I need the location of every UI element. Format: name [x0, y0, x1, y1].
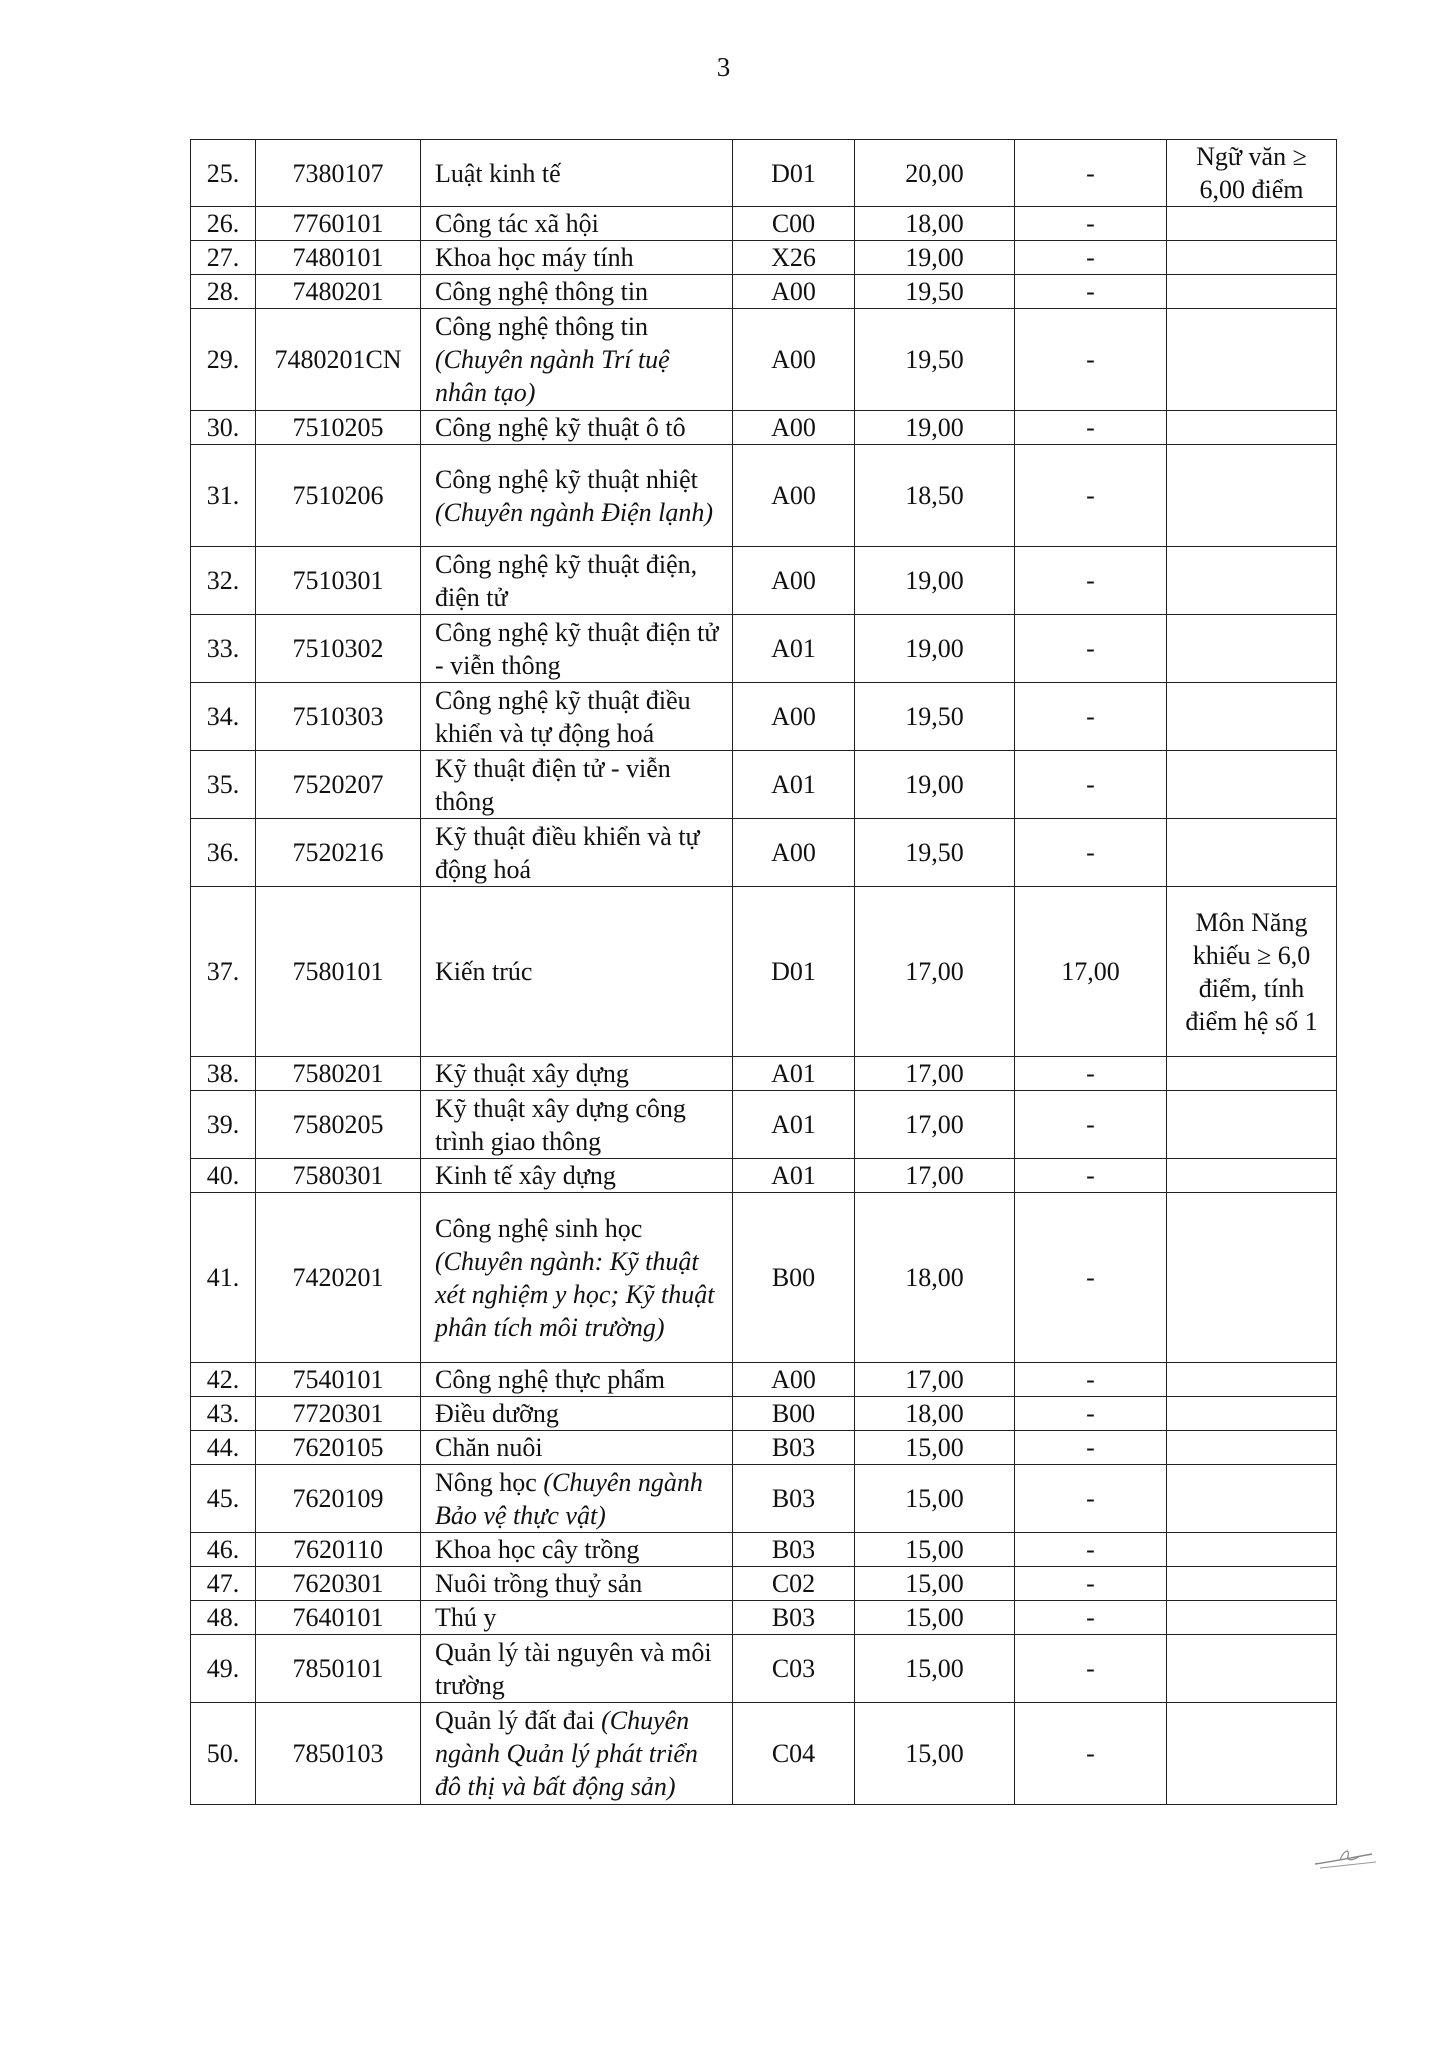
admission-score: 15,00	[855, 1533, 1015, 1567]
secondary-score: -	[1015, 1601, 1167, 1635]
major-name-text: Điều dưỡng	[435, 1399, 559, 1428]
row-number: 48.	[191, 1601, 256, 1635]
major-name-text: Kiến trúc	[435, 957, 533, 986]
table-row	[191, 1431, 1337, 1465]
secondary-score: -	[1015, 207, 1167, 241]
secondary-score: -	[1015, 445, 1167, 547]
major-name-text: Khoa học máy tính	[435, 243, 634, 272]
admission-score: 18,00	[855, 207, 1015, 241]
note	[1167, 1533, 1337, 1567]
major-name-text: Công nghệ thực phẩm	[435, 1365, 666, 1394]
subject-combination: B03	[733, 1533, 855, 1567]
table-row	[191, 1635, 1337, 1703]
specialization-note: (Chuyên ngành Điện lạnh)	[435, 497, 714, 527]
major-name-text: Chăn nuôi	[435, 1433, 543, 1462]
row-number: 28.	[191, 275, 256, 309]
major-name	[421, 1465, 733, 1533]
row-number: 44.	[191, 1431, 256, 1465]
subject-combination: B03	[733, 1431, 855, 1465]
subject-combination: A00	[733, 411, 855, 445]
row-number: 41.	[191, 1193, 256, 1363]
major-name	[421, 1363, 733, 1397]
specialization-note: (Chuyên ngành Bảo vệ thực vật)	[435, 1467, 703, 1530]
major-code: 7420201	[256, 1193, 421, 1363]
secondary-score: -	[1015, 1363, 1167, 1397]
major-name-text: Kỹ thuật điều khiển và tự động hoá	[435, 821, 700, 884]
row-number: 35.	[191, 751, 256, 819]
admission-score: 19,00	[855, 411, 1015, 445]
secondary-score: -	[1015, 1159, 1167, 1193]
row-number: 39.	[191, 1091, 256, 1159]
admission-score: 15,00	[855, 1465, 1015, 1533]
table-row	[191, 1057, 1337, 1091]
table-row	[191, 1363, 1337, 1397]
admission-score: 19,00	[855, 615, 1015, 683]
note	[1167, 445, 1337, 547]
major-code: 7640101	[256, 1601, 421, 1635]
major-name-text: Nuôi trồng thuỷ sản	[435, 1569, 643, 1598]
major-name-text: Công tác xã hội	[435, 209, 599, 238]
admission-score: 18,00	[855, 1193, 1015, 1363]
note	[1167, 1057, 1337, 1091]
admission-score: 19,00	[855, 241, 1015, 275]
table-row	[191, 207, 1337, 241]
secondary-score: -	[1015, 275, 1167, 309]
major-code: 7620110	[256, 1533, 421, 1567]
note	[1167, 207, 1337, 241]
table-row	[191, 1567, 1337, 1601]
major-code: 7510205	[256, 411, 421, 445]
subject-combination: C00	[733, 207, 855, 241]
row-number: 42.	[191, 1363, 256, 1397]
major-code: 7510303	[256, 683, 421, 751]
row-number: 43.	[191, 1397, 256, 1431]
subject-combination: A00	[733, 683, 855, 751]
note	[1167, 819, 1337, 887]
major-code: 7760101	[256, 207, 421, 241]
major-name	[421, 1091, 733, 1159]
table-row	[191, 445, 1337, 547]
row-number: 47.	[191, 1567, 256, 1601]
subject-combination: C03	[733, 1635, 855, 1703]
secondary-score: -	[1015, 1533, 1167, 1567]
subject-combination: A00	[733, 819, 855, 887]
page-number: 3	[716, 52, 731, 82]
note	[1167, 1397, 1337, 1431]
major-code: 7540101	[256, 1363, 421, 1397]
secondary-score: -	[1015, 140, 1167, 207]
secondary-score: -	[1015, 1635, 1167, 1703]
major-name	[421, 411, 733, 445]
note: Ngữ văn ≥ 6,00 điểm	[1167, 140, 1337, 207]
admission-score: 20,00	[855, 140, 1015, 207]
row-number: 30.	[191, 411, 256, 445]
secondary-score: -	[1015, 547, 1167, 615]
admission-score: 17,00	[855, 1057, 1015, 1091]
admission-score: 15,00	[855, 1567, 1015, 1601]
secondary-score: -	[1015, 1465, 1167, 1533]
secondary-score: -	[1015, 411, 1167, 445]
secondary-score: -	[1015, 751, 1167, 819]
secondary-score: -	[1015, 1057, 1167, 1091]
note	[1167, 1567, 1337, 1601]
table-row	[191, 1091, 1337, 1159]
major-code: 7520216	[256, 819, 421, 887]
note	[1167, 275, 1337, 309]
table-row	[191, 1193, 1337, 1363]
major-name-text: Công nghệ kỹ thuật điều khiển và tự động hoá	[435, 685, 691, 748]
major-name	[421, 309, 733, 411]
row-number: 46.	[191, 1533, 256, 1567]
secondary-score: -	[1015, 1567, 1167, 1601]
major-name-text: Công nghệ thông tin	[435, 312, 649, 341]
subject-combination: A01	[733, 615, 855, 683]
secondary-score: -	[1015, 819, 1167, 887]
major-name-text: Quản lý đất đai	[435, 1706, 595, 1735]
subject-combination: A00	[733, 309, 855, 411]
table-row	[191, 241, 1337, 275]
major-name	[421, 1057, 733, 1091]
note	[1167, 547, 1337, 615]
note	[1167, 683, 1337, 751]
major-name-text: Công nghệ kỹ thuật điện, điện tử	[435, 549, 698, 612]
note	[1167, 1193, 1337, 1363]
subject-combination: A00	[733, 445, 855, 547]
major-code: 7580205	[256, 1091, 421, 1159]
secondary-score: -	[1015, 615, 1167, 683]
secondary-score: -	[1015, 1397, 1167, 1431]
secondary-score: -	[1015, 1193, 1167, 1363]
row-number: 38.	[191, 1057, 256, 1091]
secondary-score: -	[1015, 309, 1167, 411]
major-code: 7510302	[256, 615, 421, 683]
note: Môn Năng khiếu ≥ 6,0 điểm, tính điểm hệ số 1	[1167, 887, 1337, 1057]
major-code: 7720301	[256, 1397, 421, 1431]
note	[1167, 411, 1337, 445]
row-number: 49.	[191, 1635, 256, 1703]
major-name-text: Công nghệ kỹ thuật nhiệt	[435, 464, 698, 494]
admission-score: 15,00	[855, 1635, 1015, 1703]
row-number: 31.	[191, 445, 256, 547]
specialization-note: (Chuyên ngành Quản lý phát triển đô thị và bất động sản)	[435, 1706, 698, 1801]
major-name	[421, 1431, 733, 1465]
row-number: 26.	[191, 207, 256, 241]
major-name	[421, 819, 733, 887]
admission-score: 19,50	[855, 819, 1015, 887]
subject-combination: A01	[733, 1091, 855, 1159]
major-code: 7620109	[256, 1465, 421, 1533]
row-number: 50.	[191, 1703, 256, 1805]
major-name-text: Công nghệ sinh học	[435, 1213, 643, 1243]
admission-score: 17,00	[855, 887, 1015, 1057]
subject-combination: A01	[733, 751, 855, 819]
table-row	[191, 1465, 1337, 1533]
major-name	[421, 275, 733, 309]
admission-score: 17,00	[855, 1363, 1015, 1397]
row-number: 25.	[191, 140, 256, 207]
row-number: 37.	[191, 887, 256, 1057]
secondary-score: -	[1015, 1703, 1167, 1805]
major-name	[421, 683, 733, 751]
secondary-score: -	[1015, 241, 1167, 275]
table-row	[191, 887, 1337, 1057]
admission-scores-table	[190, 139, 1337, 1805]
specialization-note: (Chuyên ngành: Kỹ thuật xét nghiệm y học; Kỹ thuật phân tích môi trường)	[435, 1246, 715, 1342]
subject-combination: B03	[733, 1465, 855, 1533]
admission-score: 15,00	[855, 1703, 1015, 1805]
specialization-note: (Chuyên ngành Trí tuệ nhân tạo)	[435, 345, 670, 407]
admission-score: 17,00	[855, 1159, 1015, 1193]
table-row	[191, 615, 1337, 683]
note	[1167, 751, 1337, 819]
major-name	[421, 1193, 733, 1363]
major-code: 7510301	[256, 547, 421, 615]
major-code: 7520207	[256, 751, 421, 819]
major-name-text: Kỹ thuật xây dựng công trình giao thông	[435, 1093, 686, 1156]
major-code: 7380107	[256, 140, 421, 207]
row-number: 36.	[191, 819, 256, 887]
admission-score: 15,00	[855, 1601, 1015, 1635]
subject-combination: B00	[733, 1397, 855, 1431]
note	[1167, 1465, 1337, 1533]
major-code: 7480201	[256, 275, 421, 309]
row-number: 27.	[191, 241, 256, 275]
major-name	[421, 751, 733, 819]
table-row	[191, 547, 1337, 615]
row-number: 32.	[191, 547, 256, 615]
major-name-text: Công nghệ kỹ thuật ô tô	[435, 413, 686, 442]
major-name	[421, 887, 733, 1057]
major-name	[421, 140, 733, 207]
admission-score: 17,00	[855, 1091, 1015, 1159]
table-row	[191, 1601, 1337, 1635]
note	[1167, 241, 1337, 275]
admission-score: 18,50	[855, 445, 1015, 547]
subject-combination: A01	[733, 1057, 855, 1091]
secondary-score: 17,00	[1015, 887, 1167, 1057]
major-name	[421, 615, 733, 683]
admission-score: 19,00	[855, 547, 1015, 615]
major-code: 7510206	[256, 445, 421, 547]
major-name	[421, 1601, 733, 1635]
note	[1167, 1703, 1337, 1805]
table-row	[191, 751, 1337, 819]
admission-score: 18,00	[855, 1397, 1015, 1431]
table-row	[191, 275, 1337, 309]
major-name	[421, 547, 733, 615]
table-row	[191, 819, 1337, 887]
major-name-text: Quản lý tài nguyên và môi trường	[435, 1637, 712, 1700]
major-code: 7480201CN	[256, 309, 421, 411]
admission-score: 19,50	[855, 683, 1015, 751]
major-code: 7620301	[256, 1567, 421, 1601]
major-name	[421, 1533, 733, 1567]
subject-combination: B03	[733, 1601, 855, 1635]
row-number: 34.	[191, 683, 256, 751]
major-code: 7480101	[256, 241, 421, 275]
major-name	[421, 207, 733, 241]
secondary-score: -	[1015, 1431, 1167, 1465]
major-name-text: Kỹ thuật điện tử - viễn thông	[435, 753, 671, 816]
major-name-text: Khoa học cây trồng	[435, 1535, 640, 1564]
subject-combination: C02	[733, 1567, 855, 1601]
admission-score: 19,50	[855, 275, 1015, 309]
subject-combination: A00	[733, 1363, 855, 1397]
table-row	[191, 309, 1337, 411]
secondary-score: -	[1015, 1091, 1167, 1159]
secondary-score: -	[1015, 683, 1167, 751]
subject-combination: A01	[733, 1159, 855, 1193]
admission-score: 15,00	[855, 1431, 1015, 1465]
major-code: 7850101	[256, 1635, 421, 1703]
major-code: 7580201	[256, 1057, 421, 1091]
note	[1167, 1635, 1337, 1703]
note	[1167, 615, 1337, 683]
major-name-text: Luật kinh tế	[435, 158, 561, 188]
major-name	[421, 241, 733, 275]
row-number: 29.	[191, 309, 256, 411]
major-name-text: Thú y	[435, 1603, 497, 1632]
major-name-text: Kinh tế xây dựng	[435, 1161, 616, 1190]
note	[1167, 1159, 1337, 1193]
note	[1167, 1363, 1337, 1397]
major-name	[421, 1703, 733, 1805]
subject-combination: C04	[733, 1703, 855, 1805]
major-name	[421, 1397, 733, 1431]
major-code: 7580101	[256, 887, 421, 1057]
table-row	[191, 683, 1337, 751]
major-code: 7620105	[256, 1431, 421, 1465]
major-name-text: Công nghệ kỹ thuật điện tử - viễn thông	[435, 617, 719, 680]
table-row	[191, 140, 1337, 207]
subject-combination: X26	[733, 241, 855, 275]
major-name-text: Kỹ thuật xây dựng	[435, 1059, 629, 1088]
subject-combination: A00	[733, 275, 855, 309]
major-name	[421, 1635, 733, 1703]
admission-score: 19,50	[855, 309, 1015, 411]
subject-combination: B00	[733, 1193, 855, 1363]
signature-mark	[1310, 1842, 1380, 1872]
table-row	[191, 1397, 1337, 1431]
subject-combination: D01	[733, 887, 855, 1057]
row-number: 45.	[191, 1465, 256, 1533]
subject-combination: D01	[733, 140, 855, 207]
admission-score: 19,00	[855, 751, 1015, 819]
major-name	[421, 445, 733, 547]
row-number: 40.	[191, 1159, 256, 1193]
major-code: 7850103	[256, 1703, 421, 1805]
subject-combination: A00	[733, 547, 855, 615]
table-row	[191, 411, 1337, 445]
note	[1167, 1431, 1337, 1465]
major-name-text: Công nghệ thông tin	[435, 277, 649, 306]
major-name	[421, 1567, 733, 1601]
major-name-text: Nông học	[435, 1467, 537, 1497]
note	[1167, 309, 1337, 411]
table-row	[191, 1159, 1337, 1193]
note	[1167, 1601, 1337, 1635]
major-code: 7580301	[256, 1159, 421, 1193]
row-number: 33.	[191, 615, 256, 683]
table-row	[191, 1533, 1337, 1567]
table-row	[191, 1703, 1337, 1805]
note	[1167, 1091, 1337, 1159]
major-name	[421, 1159, 733, 1193]
